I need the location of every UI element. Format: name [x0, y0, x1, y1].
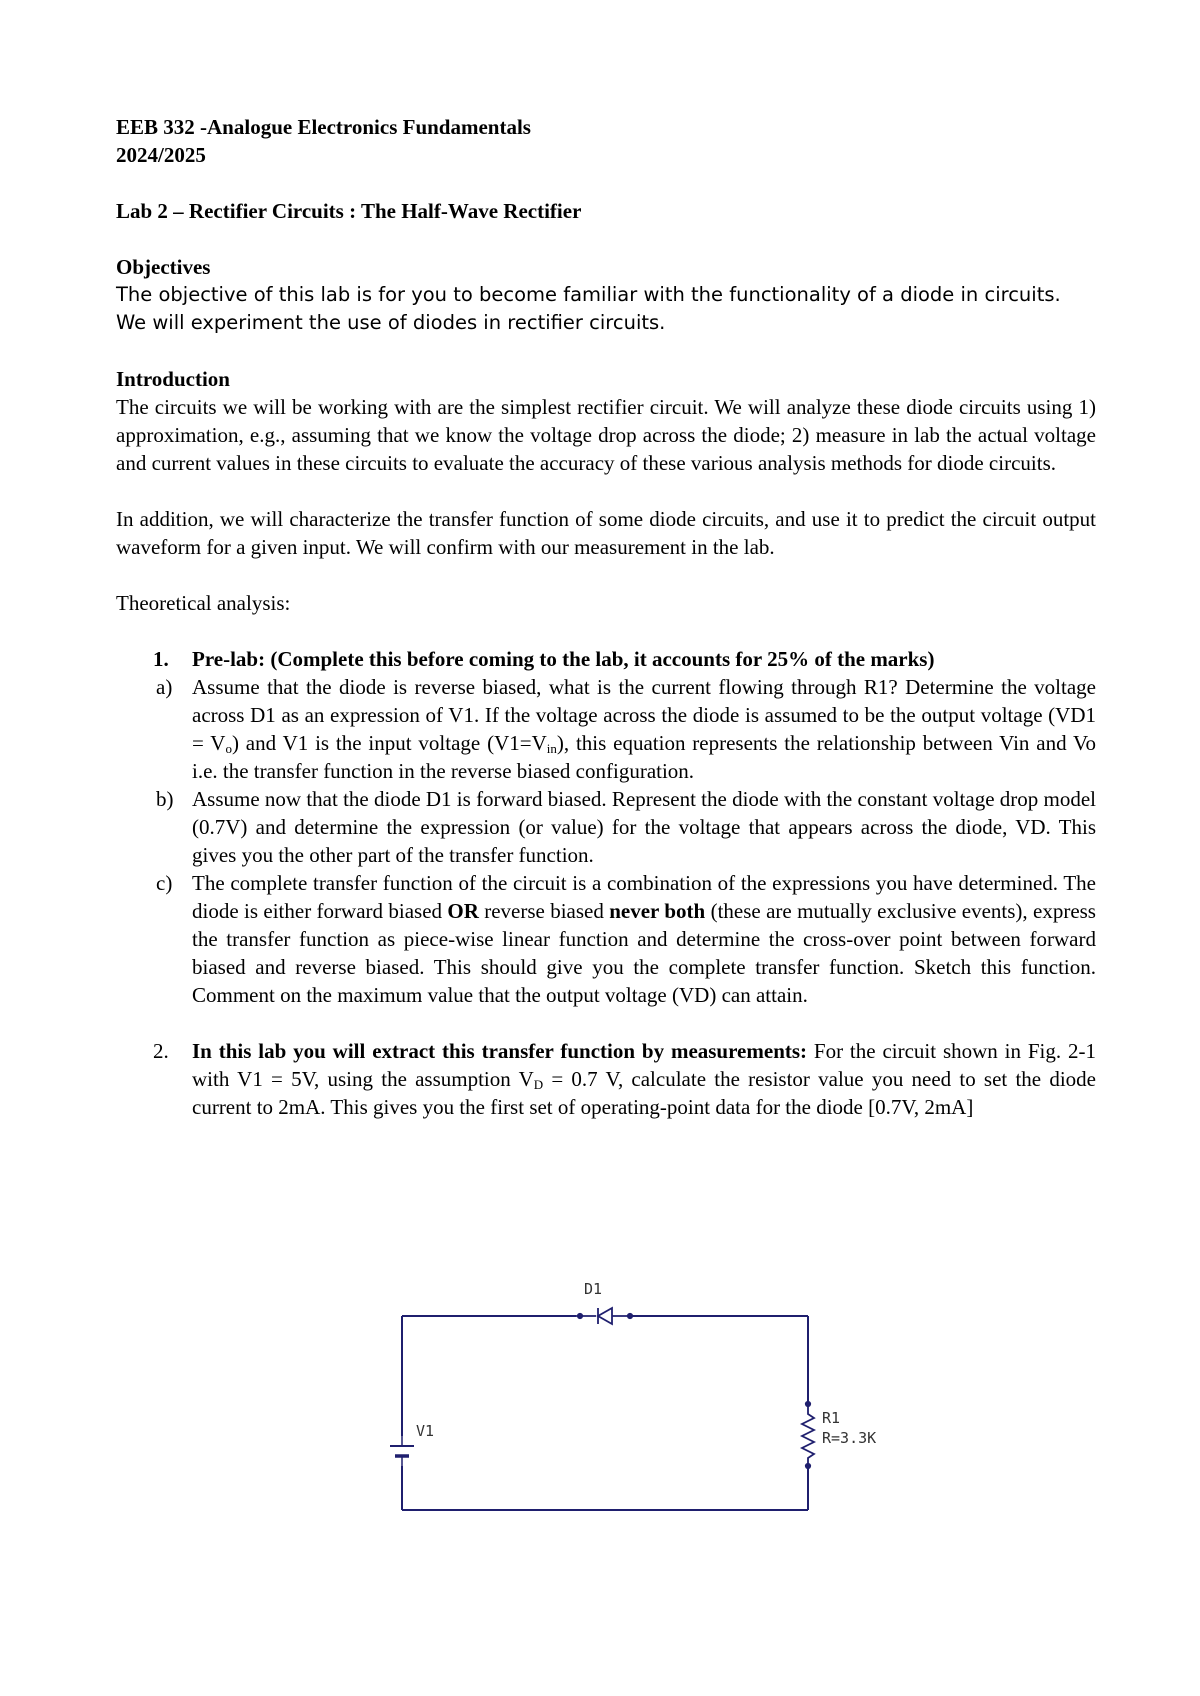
subtask-a-text-1: Assume that the diode is reverse biased, what is the current flowing through R1? Determine the voltage across D1 as an expression of V1. If the voltage across the diode is assumed to be the output voltage (VD1 = V: [192, 675, 1096, 755]
diode-symbol: [576, 1308, 632, 1324]
subscript-in: in: [546, 741, 557, 756]
subscript-o: o: [225, 741, 232, 756]
battery-symbol: [390, 1436, 414, 1466]
resistor-label: R1: [822, 1409, 841, 1427]
diode-label: D1: [584, 1280, 603, 1298]
resistor-symbol: [802, 1402, 814, 1468]
resistor-node-top: [806, 1402, 810, 1406]
source-label: V1: [416, 1422, 435, 1440]
subtask-c-text-2: reverse biased: [478, 899, 610, 923]
subtask-label: a): [156, 675, 173, 699]
subtask-label: b): [156, 787, 174, 811]
task-number: 2.: [153, 1039, 169, 1063]
diode-node-left: [578, 1314, 582, 1318]
subtask-c-text-3: (these are mutually exclusive events), express the transfer function as piece-wise linear function and determine the cross-over point between forward biased and reverse biased. This should give you the complete transfer function. Sketch this function. Comment on the maximum value that the output voltage (VD) can attain.: [192, 899, 1096, 1007]
resistor-zigzag: [802, 1404, 814, 1466]
task-2-heading: In this lab you will extract this transfer function by measurements:: [192, 1039, 808, 1063]
task-2-text-1: For the circuit shown in Fig. 2-1 with V1 = 5V, using the assumption V: [192, 1039, 1096, 1091]
academic-year: 2024/2025: [116, 143, 206, 167]
emphasis-or: OR: [447, 899, 479, 923]
emphasis-never-both: never both: [609, 899, 706, 923]
prelab-title: Pre-lab: (Complete this before coming to the lab, it accounts for 25% of the marks): [192, 647, 935, 671]
subtask-b-text: Assume now that the diode D1 is forward biased. Represent the diode with the constant voltage drop model (0.7V) and determine the expression (or value) for the voltage that appears across the diode, VD. This gives you the other part of the transfer function.: [192, 787, 1096, 867]
subtask-a-text-3: ), this equation represents the relationship between Vin and Vo i.e. the transfer function in the reverse biased configuration.: [192, 731, 1096, 783]
task-2-text-2: = 0.7 V, calculate the resistor value you need to set the diode current to 2mA. This gives you the first set of operating-point data for the diode [0.7V, 2mA]: [192, 1067, 1096, 1119]
subtask-a-text-2: ) and V1 is the input voltage (V1=V: [231, 731, 547, 755]
subtask-label: c): [156, 871, 173, 895]
circuit-wires: [402, 1316, 808, 1510]
diode-triangle: [598, 1308, 612, 1324]
course-title: EEB 332 -Analogue Electronics Fundamentals: [116, 115, 531, 139]
resistor-node-bottom: [806, 1464, 810, 1468]
subscript-d: D: [533, 1077, 544, 1092]
diode-node-right: [628, 1314, 632, 1318]
task-number: 1.: [153, 647, 169, 671]
introduction-heading: Introduction: [116, 367, 230, 391]
objectives-heading: Objectives: [116, 255, 211, 279]
objectives-text: The objective of this lab is for you to become familiar with the functionality of a diode in circuits. We will experiment the use of diodes in rectifier circuits.: [116, 283, 1061, 334]
subtask-c-text-1: The complete transfer function of the circuit is a combination of the expressions you have determined. The diode is either forward biased: [192, 871, 1096, 923]
introduction-paragraph-1: The circuits we will be working with are the simplest rectifier circuit. We will analyze these diode circuits using 1) approximation, e.g., assuming that we know the voltage drop across the diode; 2) measure in lab the actual voltage and current values in these circuits to evaluate the accuracy of these various analysis methods for diode circuits.: [116, 395, 1096, 475]
theoretical-analysis-label: Theoretical analysis:: [116, 591, 291, 615]
introduction-paragraph-2: In addition, we will characterize the transfer function of some diode circuits, and use it to predict the circuit output waveform for a given input. We will confirm with our measurement in the lab.: [116, 507, 1096, 559]
resistor-value: R=3.3K: [822, 1429, 877, 1447]
lab-title: Lab 2 – Rectifier Circuits : The Half-Wave Rectifier: [116, 199, 582, 223]
